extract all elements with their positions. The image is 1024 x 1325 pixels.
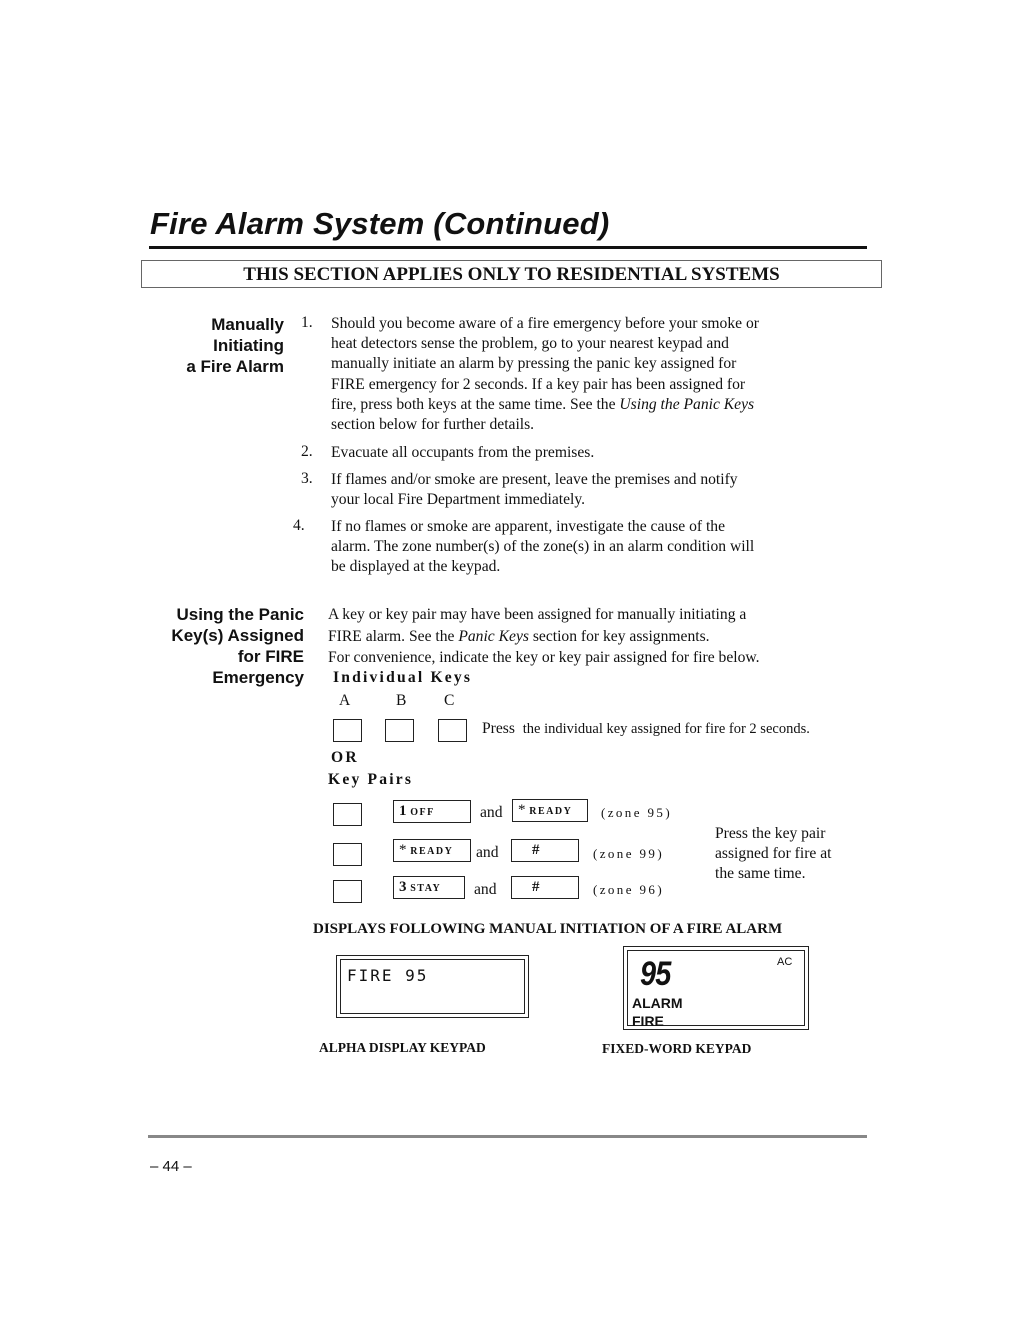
list-item-line: manually initiate an alarm by pressing the panic key assigned for [331,355,737,373]
paragraph-text: FIRE alarm. See the [328,627,459,645]
alpha-display [336,955,529,1018]
panic-heading-line: Using the Panic [176,605,304,624]
footer-rule [148,1135,867,1138]
list-item [331,470,738,510]
manual-heading-line: Initiating [213,336,284,355]
panic-heading-line: Emergency [212,668,304,687]
fixed-word-display [623,946,809,1030]
list-number: 4. [293,517,305,534]
panic-heading [171,604,304,688]
pair-check-box-3[interactable] [333,880,362,903]
zone-label: (zone 96) [593,882,665,897]
key-letter-a: A [339,692,351,709]
page-number: – 44 – [150,1158,192,1175]
list-item-line: If flames and/or smoke are present, leave the premises and notify [331,471,738,488]
page-title: Fire Alarm System (Continued) [150,206,610,241]
list-item-line: heat detectors sense the problem, go to your nearest keypad and [331,335,729,353]
key-box-a[interactable] [333,719,362,742]
press-instruction [482,720,810,738]
list-item-line [331,395,871,415]
list-item-line: Should you become aware of a fire emergency before your smoke or [331,315,759,332]
pair-2-key-2 [511,839,579,862]
pair-note-line: the same time. [715,865,806,883]
paragraph-text: section for key assignments. [528,627,710,645]
panic-heading-line: for FIRE [237,647,304,666]
alpha-display-text: FIRE 95 [347,966,429,985]
panic-paragraph [328,604,888,669]
paragraph-line: For convenience, indicate the key or key pair assigned for fire below. [328,649,760,666]
list-item [331,517,754,578]
displays-heading: DISPLAYS FOLLOWING MANUAL INITIATION OF A FIRE ALARM [313,921,783,937]
list-item-line: Evacuate all occupants from the premises. [331,444,595,461]
pair-2-key-1 [393,839,471,862]
zone-label: (zone 95) [601,805,673,820]
manual-heading-line: a Fire Alarm [186,357,284,376]
list-item-line: If no flames or smoke are apparent, investigate the cause of the [331,518,726,535]
key-sub: STAY [410,883,442,894]
pair-1-key-1 [393,800,471,823]
list-number: 2. [301,443,313,460]
and-text: and [480,804,503,821]
key-sub: READY [410,846,454,857]
ac-indicator: AC [777,956,793,968]
pair-check-box-2[interactable] [333,843,362,866]
alpha-caption: ALPHA DISPLAY KEYPAD [319,1040,486,1055]
panic-heading-line: Key(s) Assigned [171,626,304,645]
press-word: Press [482,720,515,737]
panic-keys-reference: Using the Panic Keys [619,395,755,413]
key-box-c[interactable] [438,719,467,742]
list-item-line: FIRE emergency for 2 seconds. If a key pair has been assigned for [331,375,746,393]
and-text: and [476,844,499,861]
key-letter-b: B [396,692,407,709]
or-label: OR [331,749,359,766]
section-banner: THIS SECTION APPLIES ONLY TO RESIDENTIAL SYSTEMS [141,260,882,288]
pair-3-key-2 [511,876,579,899]
alarm-indicator: ALARM [632,995,683,1011]
list-item-line: your local Fire Department immediately. [331,491,586,509]
list-item [331,443,594,463]
key-sub: READY [529,806,573,817]
pair-3-key-1 [393,876,465,899]
manual-heading [186,314,284,377]
list-item-line: alarm. The zone number(s) of the zone(s) in an alarm condition will [331,538,755,556]
key-main: 1 [399,803,407,819]
pair-check-box-1[interactable] [333,803,362,826]
fixed-word-caption: FIXED-WORD KEYPAD [602,1041,752,1056]
fire-indicator: FIRE [632,1013,664,1029]
key-main: # [532,842,540,858]
list-item-text: fire, press both keys at the same time. See the [331,395,620,413]
manual-heading-line: Manually [211,315,284,334]
pair-note-line: assigned for fire at [715,845,832,863]
paragraph-line: A key or key pair may have been assigned for manually initiating a [328,606,747,623]
and-text: and [474,881,497,898]
title-rule [149,246,867,249]
individual-keys-label: Individual Keys [333,669,473,686]
key-main: # [532,879,540,895]
zone-digits: 95 [640,955,671,993]
zone-label: (zone 99) [593,846,665,861]
list-item-line: be displayed at the keypad. [331,558,501,576]
key-main: * [518,802,526,818]
press-rest: the individual key assigned for fire for 2 seconds. [522,721,810,737]
list-number: 3. [301,470,313,487]
panic-keys-reference: Panic Keys [458,627,529,645]
key-main: 3 [399,879,407,895]
key-sub: OFF [410,807,435,818]
key-letter-c: C [444,692,455,709]
pair-note-line: Press the key pair [715,825,826,842]
key-pairs-label: Key Pairs [328,771,414,788]
list-item [331,314,871,435]
pair-1-key-2 [512,799,588,822]
paragraph-line [328,626,888,648]
pair-note [715,824,831,885]
list-item-line: section below for further details. [331,416,535,434]
list-number: 1. [301,314,313,331]
key-box-b[interactable] [385,719,414,742]
key-main: * [399,842,407,858]
